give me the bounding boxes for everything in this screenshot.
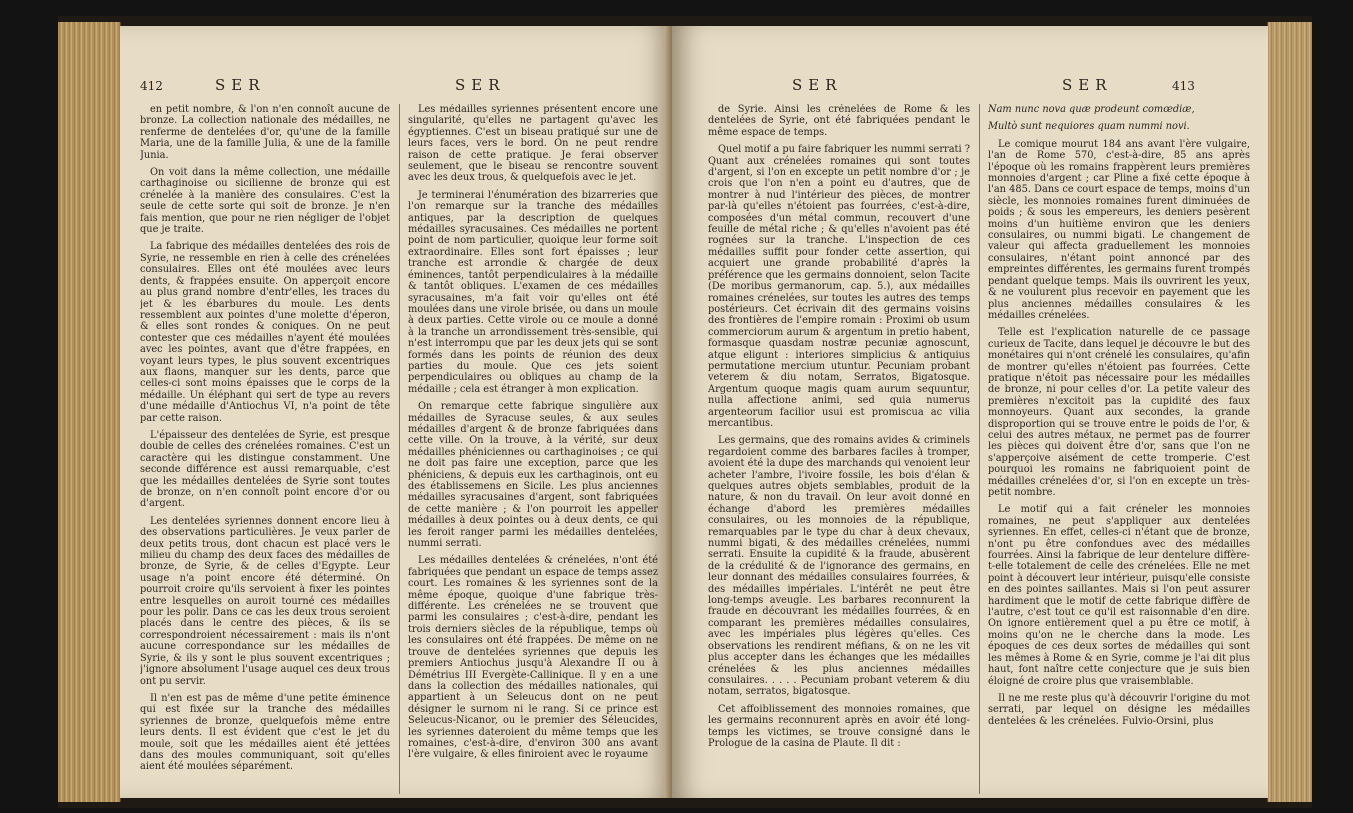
page-number: 412 [140, 79, 163, 93]
left-page-column-2 [408, 104, 658, 794]
paragraph: On remarque cette fabrique singulière aux médailles de Syracuse seules, & aux seules médailles d'argent & de bronze fabriquées dans cette ville. On la trouve, à la vérité, sur deux médailles phéniciennes ou carthaginoises ; ce qui ne doit pas faire une exception, parce que les phéniciens, & depuis eux les carthaginois, ont eu des établissemens en Sicile. Les plus anciennes médailles syracusaines d'argent, sont fabriquées de cette manière ; & l'on pourroit les appeller médailles à deux pointes ou à deux dents, ce qui les feroit ranger parmi les médailles dentelées, nummi serrati. [408, 401, 658, 550]
column-rule [979, 104, 980, 794]
paragraph: Multò sunt nequiores quam nummi novi. [988, 121, 1190, 133]
right-page-header [672, 76, 1268, 98]
paragraph: Nam nunc nova quæ prodeunt comœdiæ, [988, 104, 1195, 115]
left-page-edges [58, 22, 121, 802]
paragraph: On voit dans la même collection, une médaille carthaginoise ou sicilienne de bronze qui est crénelée à la manière des consulaires. C'est la seule de cette sorte qui soit de bronze. Je n'en fais mention, que pour ne rien négliger de l'objet que je traite. [140, 167, 390, 236]
paragraph: Le comique mourut 184 ans avant l'ère vulgaire, l'an de Rome 570, c'est-à-dire, 85 ans après l'époque où les romains frappèrent leurs premières monnoies d'argent ; car Pline a fixé cette époque à l'an 485. Dans ce court espace de temps, moins d'un siècle, les monnoies romaines furent diminuées de poids ; & sous les empereurs, les deniers pesèrent moins d'un huitième environ que les deniers consulaires, ou nummi bigati. Le changement de valeur qui affecta graduellement les monnoies consulaires, n'étant point annoncé par des empreintes différentes, les germains furent trompés pendant quelque temps. Mais ils ouvrirent les yeux, & ne voulurent plus recevoir en payement que les plus anciennes médailles consulaires & les médailles crénelées. [988, 138, 1250, 321]
open-book [58, 16, 1312, 808]
right-page-column-1 [708, 104, 970, 794]
paragraph: en petit nombre, & l'on n'en connoît aucune de bronze. La collection nationale des médailles, ne renferme de dentelées d'or, qu'une de la famille Maria, une de la famille Julia, & une de la famille Junia. [140, 104, 390, 161]
paragraph: Je terminerai l'énumération des bizarreries que l'on remarque sur la tranche des médailles antiques, par la description de quelques médailles syracusaines. Ces médailles ne portent point de nom particulier, quoique leur forme soit extraordinaire. Elles sont fort épaisses ; leur tranche est arrondie & chargée de deux éminences, tantôt perpendiculaires à la médaille & tantôt obliques. L'examen de ces médailles syracusaines, m'a fait voir qu'elles ont été moulées dans une virole brisée, ou dans un moule à deux parties. Cette virole ou ce moule a donné à la tranche un arrondissement très-sensible, qui n'est interrompu que par les deux jets qui se sont formés dans les points de réunion des deux parties du moule. Que ces jets soient perpendiculaires ou obliques au champ de la médaille ; cela est étranger à mon explication. [408, 189, 658, 395]
column-rule [399, 104, 400, 794]
paragraph: Les médailles syriennes présentent encore une singularité, qu'elles ne partagent qu'avec les égyptiennes. C'est un biseau pratiqué sur une de leurs faces, vers le bord. On ne peut rendre raison de cette pratique. Je ferai observer seulement, que le biseau se rencontre souvent avec les deux trous, & quelquefois avec le jet. [408, 104, 658, 184]
paragraph: La fabrique des médailles dentelées des rois de Syrie, ne ressemble en rien à celle des crénelées consulaires. Elles ont été moulées avec leurs dents, & frappées ensuite. On apperçoit encore au plus grand nombre d'entr'elles, les traces du jet & les ébarbures du moule. Les dents ressemblent aux pointes d'une molette d'éperon, & elles sont rondes & coniques. On ne peut contester que ces médailles n'ayent été moulées avec les pointes, avant que d'être frappées, en voyant leurs types, le plus souvent excentriques aux flaons, manquer sur les dents, parce que celles-ci sont moins épaisses que le corps de la médaille. Un éléphant qui sert de type au revers d'une médaille d'Antiochus VI, n'a point de tête par cette raison. [140, 241, 390, 424]
right-page-edges [1267, 22, 1312, 802]
running-head-right: SER [1062, 76, 1113, 94]
running-head-left: SER [792, 76, 843, 94]
paragraph: Telle est l'explication naturelle de ce passage curieux de Tacite, dans lequel je découvre le but des monétaires qui n'ont crénelé les consulaires, qu'afin de montrer qu'elles n'étoient pas fourrées. Cette pratique n'étoit pas nécessaire pour les médailles de bronze, ni pour celles d'or. La petite valeur des premières n'excitoit pas la cupidité des faux monnoyeurs. Quant aux secondes, la grande disproportion qui se trouve entre le poids de l'or, & celui des autres métaux, ne permet pas de fourrer les pièces qui doivent être d'or, sans que l'on ne s'apperçoive aisément de cette tromperie. C'est pourquoi les romains ne fabriquoient point de médailles crénelées d'or, si l'on en excepte un très-petit nombre. [988, 327, 1250, 498]
paragraph: Cet affoiblissement des monnoies romaines, que les germains reconnurent après en avoir été long-temps les victimes, se trouve consigné dans le Prologue de la casina de Plaute. Il dit : [708, 703, 970, 749]
paragraph: Il n'en est pas de même d'une petite éminence qui est fixée sur la tranche des médailles syriennes de bronze, quelquefois même entre leurs dents. Il est évident que c'est le jet du moule, soit que les médailles aient été jettées dans des moules communiquant, soit qu'elles aient été moulées séparément. [140, 692, 390, 773]
left-page [120, 26, 672, 798]
paragraph: L'épaisseur des dentelées de Syrie, est presque double de celles des crénelées romaines. C'est un caractère qui les distingue constamment. Une seconde différence est aussi remarquable, c'est que les médailles dentelées de Syrie sont toutes de bronze, on n'en connoît point encore d'or ou d'argent. [140, 429, 390, 510]
paragraph: de Syrie. Ainsi les crénelées de Rome & les dentelées de Syrie, ont été fabriquées pendant le même espace de temps. [708, 104, 970, 138]
paragraph: Les germains, que des romains avides & criminels regardoient comme des barbares faciles à tromper, avoient été la dupe des marchands qui venoient leur acheter l'ambre, l'ivoire fossile, les bois d'élan & quelques autres objets semblables, produit de la nature, & non du travail. On leur avoit donné en échange d'abord les premières médailles consulaires, ou les monnoies de la république, remarquables par le type du char à deux chevaux, nummi bigati, & des médailles crénelées, nummi serrati. Ensuite la cupidité & la fraude, abusèrent de la crédulité & de l'ignorance des germains, en leur donnant des médailles consulaires fourrées, & des médailles impériales. L'intérêt ne peut être long-temps aveugle. Les barbares reconnurent la fraude en découvrant les médailles fourrées, & en comparant les premières médailles consulaires, avec les impériales plus légères qu'elles. Ces observations les rendirent méfians, & on ne les vit plus accepter dans les échanges que les médailles crénelées & les plus anciennes médailles consulaires. . . . . Pecuniam probant veterem & diu notam, serratos, bigatosque. [708, 435, 970, 698]
paragraph: Les médailles dentelées & crénelées, n'ont été fabriquées que pendant un espace de temps assez court. Les romaines & les syriennes sont de la même époque, quoique d'une fabrique très-différente. Les crénelées ne se trouvent que parmi les consulaires ; c'est-à-dire, pendant les trois derniers siècles de la république, temps où les consulaires ont été frappées. De même on ne trouve de dentelées syriennes que depuis les premiers Antiochus jusqu'à Alexandre II ou à Démétrius III Evergète-Callinique. Il y en a une dans la collection des médailles nationales, qui appartient à un Seleucus dont on ne peut désigner le surnom ni le rang. Si ce prince est Seleucus-Nicanor, ou le premier des Séleucides, les syriennes dateroient du même temps que les romaines, c'est-à-dire, d'environ 300 ans avant l'ère vulgaire, & elles finiroient avec le royaume [408, 555, 658, 761]
left-page-header [120, 76, 672, 98]
right-page [672, 26, 1268, 798]
page-number: 413 [1172, 79, 1195, 93]
left-page-column-1 [140, 104, 390, 794]
paragraph: Quel motif a pu faire fabriquer les nummi serrati ? Quant aux crénelées romaines qui sont toutes d'argent, si l'on en excepte un petit nombre d'or ; je crois que l'on n'en a point eu d'autres, que de montrer à nud l'intérieur des pièces, de montrer par-là qu'elles n'étoient pas fourrées, c'est-à-dire, composées d'un métal commun, recouvert d'une feuille de métal riche ; & qu'elles n'avoient pas été rognées sur la tranche. L'inspection de ces médailles suffit pour fonder cette assertion, qui acquiert une grande probabilité d'après la préférence que les germains donnoient, selon Tacite (De moribus germanorum, cap. 5.), aux médailles romaines crénelées, sur toutes les autres des temps postérieurs. Cet écrivain dit des germains voisins des frontières de l'empire romain : Proximi ob usum commerciorum aurum & argentum in pretio habent, formasque quasdam nostræ pecuniæ agnoscunt, atque eligunt : interiores simplicius & antiquius permutatione mercium utuntur. Pecuniam probant veterem & diu notam, Serratos, Bigatosque. Argentum quoque magis quam aurum sequuntur, nulla affectione animi, sed quia numerus argenteorum facilior usui est promiscua ac vilia mercantibus. [708, 144, 970, 429]
paragraph: Le motif qui a fait créneler les monnoies romaines, ne peut s'appliquer aux dentelées syriennes. En effet, celles-ci n'étant que de bronze, n'ont pu être confondues avec des médailles fourrées. Ainsi la fabrique de leur dentelure diffère-t-elle totalement de celle des crénelées. Elle ne met point à découvert leur intérieur, puisqu'elle consiste en des pointes saillantes. Mais si l'on peut assurer hardiment que le motif de cette fabrique diffère de l'autre, c'est tout ce qu'il est raisonnable d'en dire. On ignore entièrement quel a pu être ce motif, à moins qu'on ne le cherche dans la mode. Les époques de ces deux sortes de médailles qui sont les mêmes à Rome & en Syrie, comme je l'ai dit plus haut, font naître cette conjecture que je suis bien éloigné de croire plus que vraisemblable. [988, 504, 1250, 687]
running-head-right: SER [455, 76, 506, 94]
running-head-left: SER [215, 76, 266, 94]
paragraph: Les dentelées syriennes donnent encore lieu à des observations particulières. Je veux parler de deux petits trous, dont chacun est placé vers le milieu du champ des deux faces des médailles de bronze, de Syrie, & de celles d'Egypte. Leur usage n'a point encore été déterminé. On pourroit croire qu'ils servoient à fixer les pointes entre lesquelles on auroit tourné ces médailles pour les polir. Dans ce cas les deux trous seroient placés dans le centre des pièces, & ils se correspondroient nécessairement : mais ils n'ont aucune correspondance sur les médailles de Syrie, & ils y sont le plus souvent excentriques ; j'ignore absolument l'usage auquel ces deux trous ont pu servir. [140, 515, 390, 687]
paragraph: Il ne me reste plus qu'à découvrir l'origine du mot serrati, par lequel on désigne les médailles dentelées & les crénelées. Fulvio-Orsini, plus [988, 692, 1250, 727]
right-page-column-2 [988, 104, 1250, 794]
